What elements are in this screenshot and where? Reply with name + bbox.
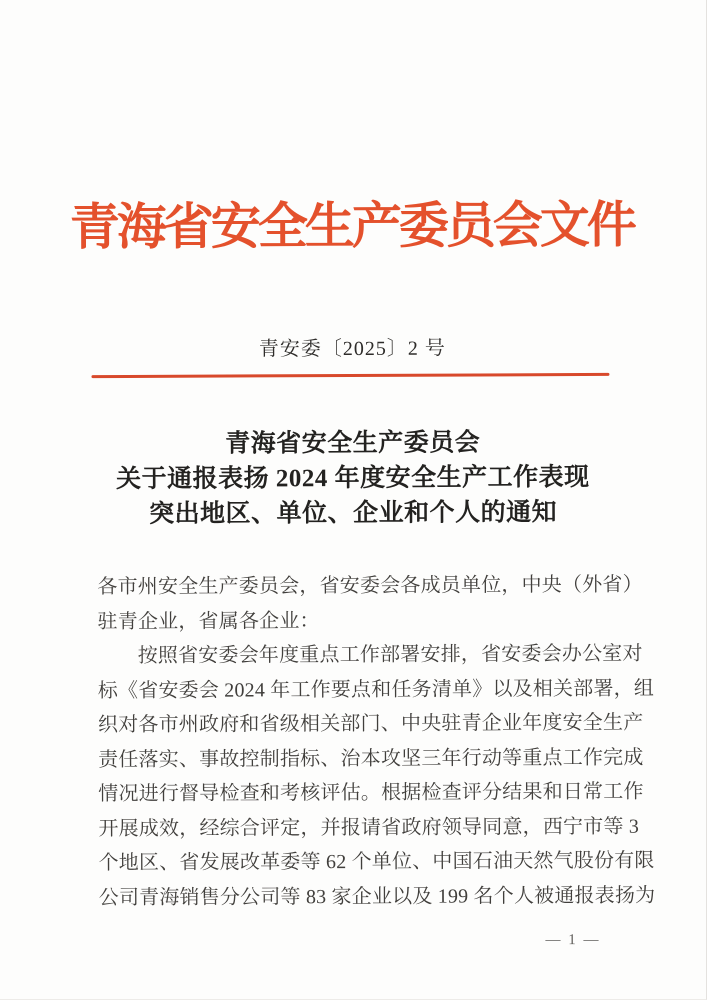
notice-title — [0, 424, 706, 532]
letterhead-title: 青海省安全生产委员会文件 — [69, 196, 634, 256]
body-line: 标《省安委会 2024 年工作要点和任务清单》以及相关部署，组 — [97, 677, 655, 702]
body-line: 驻青企业，省属各企业： — [97, 609, 320, 633]
body-line: 公司青海销售分公司等 83 家企业以及 199 名个人被通报表扬为 — [98, 884, 656, 909]
body-text — [97, 568, 656, 915]
body-line: 个地区、省发展改革委等 62 个单位、中国石油天然气股份有限 — [98, 849, 655, 875]
notice-title-line-3: 突出地区、单位、企业和个人的通知 — [148, 499, 558, 528]
body-line: 开展成效，经综合评定，并报请省政府领导同意，西宁市等 3 — [98, 815, 640, 840]
page-number: — 1 — — [545, 931, 601, 949]
body-line: 情况进行督导检查和考核评估。根据检查评分结果和日常工作 — [98, 780, 644, 806]
red-divider-line — [91, 373, 609, 378]
body-line: 责任落实、事故控制指标、治本攻坚三年行动等重点工作完成 — [98, 746, 644, 771]
body-line: 按照省安委会年度重点工作部署安排，省安委会办公室对 — [137, 642, 643, 667]
document-number: 青安委〔2025〕2 号 — [258, 337, 446, 361]
body-line: 织对各市州政府和省级相关部门、中央驻青企业年度安全生产 — [97, 711, 644, 737]
notice-title-line-1: 青海省安全生产委员会 — [225, 429, 481, 458]
body-line: 各市州安全生产委员会，省安委会各成员单位，中央（外省） — [97, 573, 643, 599]
notice-title-line-2: 关于通报表扬 2024 年度安全生产工作表现 — [116, 463, 590, 494]
